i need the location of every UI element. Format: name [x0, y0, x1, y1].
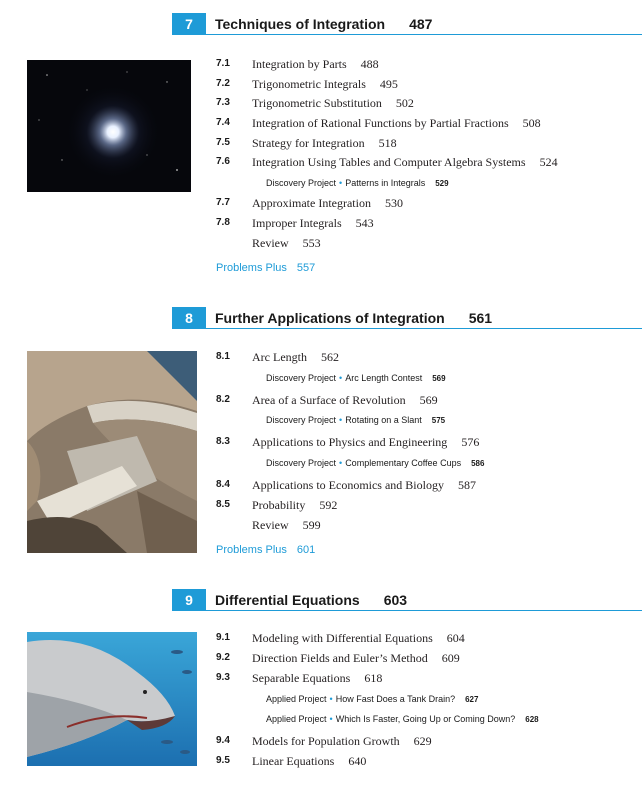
section-number: 7.2	[216, 78, 230, 89]
section-title: Approximate Integration	[252, 196, 371, 210]
section-title: Modeling with Differential Equations	[252, 631, 433, 645]
project-page: 529	[435, 179, 449, 188]
section-page: 524	[539, 155, 558, 169]
chapter-title[interactable]	[215, 13, 432, 35]
project-page: 586	[471, 459, 485, 468]
chapter-title-text: Further Applications of Integration	[215, 310, 445, 326]
chapter-header	[172, 307, 642, 329]
toc-entry-9-4[interactable]	[216, 733, 432, 749]
toc-entry-9-5[interactable]	[216, 753, 366, 769]
section-number: 8.1	[216, 351, 230, 362]
toc-entry-8-5[interactable]	[216, 497, 337, 513]
project-title: Complementary Coffee Cups	[345, 458, 462, 468]
project-kind: Discovery Project	[266, 373, 337, 383]
project-page: 627	[465, 695, 479, 704]
section-page: 569	[419, 393, 438, 407]
chapter-rule	[206, 34, 642, 35]
section-page: 599	[302, 518, 321, 532]
toc-entry-8-4[interactable]	[216, 477, 476, 493]
section-number: 9.4	[216, 735, 230, 746]
toc-entry-7-4[interactable]	[216, 115, 541, 131]
section-number: 8.3	[216, 436, 230, 447]
project-page: 569	[432, 374, 446, 383]
section-title: Arc Length	[252, 350, 307, 364]
section-title: Review	[252, 236, 289, 250]
chapter-7	[0, 13, 642, 283]
chapter-rule	[206, 610, 642, 611]
chapter-page: 561	[468, 310, 493, 326]
section-page: 543	[355, 216, 374, 230]
section-page: 502	[395, 96, 414, 110]
section-number: 7.4	[216, 117, 230, 128]
section-page: 530	[384, 196, 403, 210]
project-entry[interactable]	[266, 413, 445, 428]
section-title: Strategy for Integration	[252, 136, 365, 150]
bullet-dot-icon: •	[339, 178, 343, 188]
section-title: Integration of Rational Functions by Partial Fractions	[252, 116, 509, 130]
toc-entry-7-7[interactable]	[216, 195, 403, 211]
section-page: 604	[446, 631, 465, 645]
section-number: 9.5	[216, 755, 230, 766]
project-kind: Discovery Project	[266, 458, 337, 468]
project-kind: Discovery Project	[266, 178, 337, 188]
section-title: Review	[252, 518, 289, 532]
section-number: 9.3	[216, 672, 230, 683]
toc-entry-7-3[interactable]	[216, 95, 414, 111]
chapter-9	[0, 589, 642, 779]
problems-plus-page: 601	[296, 544, 316, 556]
section-number: 7.1	[216, 58, 230, 69]
section-number: 7.6	[216, 156, 230, 167]
bullet-dot-icon: •	[329, 694, 333, 704]
bullet-dot-icon: •	[339, 458, 343, 468]
section-title: Trigonometric Integrals	[252, 77, 366, 91]
problems-plus-link[interactable]	[216, 260, 315, 276]
section-page: 508	[522, 116, 541, 130]
chapter-number-badge: 8	[172, 307, 206, 329]
section-page: 629	[413, 734, 432, 748]
project-title: Rotating on a Slant	[345, 415, 422, 425]
chapter-title-text: Techniques of Integration	[215, 16, 386, 32]
section-title: Linear Equations	[252, 754, 335, 768]
section-number: 7.3	[216, 97, 230, 108]
project-kind: Discovery Project	[266, 415, 337, 425]
section-title: Applications to Economics and Biology	[252, 478, 444, 492]
project-kind: Applied Project	[266, 694, 327, 704]
section-page: 592	[319, 498, 338, 512]
toc-entry-7-5[interactable]	[216, 135, 397, 151]
section-page: 576	[461, 435, 480, 449]
chapter-title[interactable]	[215, 307, 492, 329]
section-number: 8.2	[216, 394, 230, 405]
problems-plus-label: Problems Plus	[216, 262, 287, 274]
toc-entry-review[interactable]	[216, 235, 321, 251]
section-title: Integration Using Tables and Computer Algebra Systems	[252, 155, 526, 169]
section-page: 640	[348, 754, 367, 768]
section-number: 9.1	[216, 632, 230, 643]
section-page: 609	[441, 651, 460, 665]
problems-plus-label: Problems Plus	[216, 544, 287, 556]
section-page: 488	[360, 57, 379, 71]
toc-entry-8-3[interactable]	[216, 434, 479, 450]
toc-entry-7-1[interactable]	[216, 56, 379, 72]
chapter-page: 603	[383, 592, 408, 608]
chapter-8	[0, 307, 642, 565]
section-title: Integration by Parts	[252, 57, 347, 71]
project-entry[interactable]	[266, 176, 449, 191]
chapter-number-badge: 9	[172, 589, 206, 611]
project-title: Arc Length Contest	[345, 373, 423, 383]
toc-entry-9-1[interactable]	[216, 630, 465, 646]
section-number: 7.8	[216, 217, 230, 228]
section-title: Trigonometric Substitution	[252, 96, 382, 110]
section-number: 8.5	[216, 499, 230, 510]
chapter-header	[172, 589, 642, 611]
project-title: Which Is Faster, Going Up or Coming Down?	[335, 714, 516, 724]
section-title: Applications to Physics and Engineering	[252, 435, 448, 449]
project-page: 575	[431, 416, 446, 425]
toc-entry-review[interactable]	[216, 517, 321, 533]
chapter-page: 487	[409, 16, 433, 32]
toc-entry-7-2[interactable]	[216, 76, 398, 92]
toc-entry-9-2[interactable]	[216, 650, 460, 666]
project-kind: Applied Project	[266, 714, 327, 724]
section-number: 7.7	[216, 197, 230, 208]
bullet-dot-icon: •	[339, 415, 343, 425]
galaxy-photo-icon	[27, 60, 191, 192]
chapter-number-badge: 7	[172, 13, 206, 35]
section-title: Direction Fields and Euler’s Method	[252, 651, 428, 665]
section-page: 495	[379, 77, 398, 91]
chapter-title-text: Differential Equations	[215, 592, 360, 608]
bullet-dot-icon: •	[339, 373, 343, 383]
section-title: Models for Population Growth	[252, 734, 400, 748]
problems-plus-page: 557	[296, 262, 316, 274]
chapter-rule	[206, 328, 642, 329]
section-page: 618	[364, 671, 383, 685]
toc-entry-8-2[interactable]	[216, 392, 438, 408]
section-page: 518	[378, 136, 397, 150]
project-page: 628	[525, 715, 539, 724]
project-entry[interactable]	[266, 712, 539, 727]
section-title: Separable Equations	[252, 671, 351, 685]
project-entry[interactable]	[266, 692, 478, 707]
toc-entry-9-3[interactable]	[216, 670, 382, 686]
section-title: Improper Integrals	[252, 216, 342, 230]
chapter-title[interactable]	[215, 589, 407, 611]
section-page: 562	[320, 350, 339, 364]
project-title: Patterns in Integrals	[345, 178, 426, 188]
project-title: How Fast Does a Tank Drain?	[335, 694, 456, 704]
dam-aerial-photo-icon	[27, 351, 197, 553]
toc-entry-7-6[interactable]	[216, 154, 558, 170]
section-number: 9.2	[216, 652, 230, 663]
section-page: 553	[302, 236, 321, 250]
section-title: Area of a Surface of Revolution	[252, 393, 406, 407]
section-number: 7.5	[216, 137, 230, 148]
shark-photo-icon	[27, 632, 197, 766]
bullet-dot-icon: •	[329, 714, 333, 724]
project-entry[interactable]	[266, 456, 484, 471]
problems-plus-link[interactable]	[216, 542, 315, 558]
section-title: Probability	[252, 498, 306, 512]
project-entry[interactable]	[266, 371, 446, 386]
section-page: 587	[457, 478, 476, 492]
chapter-header	[172, 13, 642, 35]
toc-entry-7-8[interactable]	[216, 215, 374, 231]
section-number: 8.4	[216, 479, 230, 490]
toc-entry-8-1[interactable]	[216, 349, 339, 365]
